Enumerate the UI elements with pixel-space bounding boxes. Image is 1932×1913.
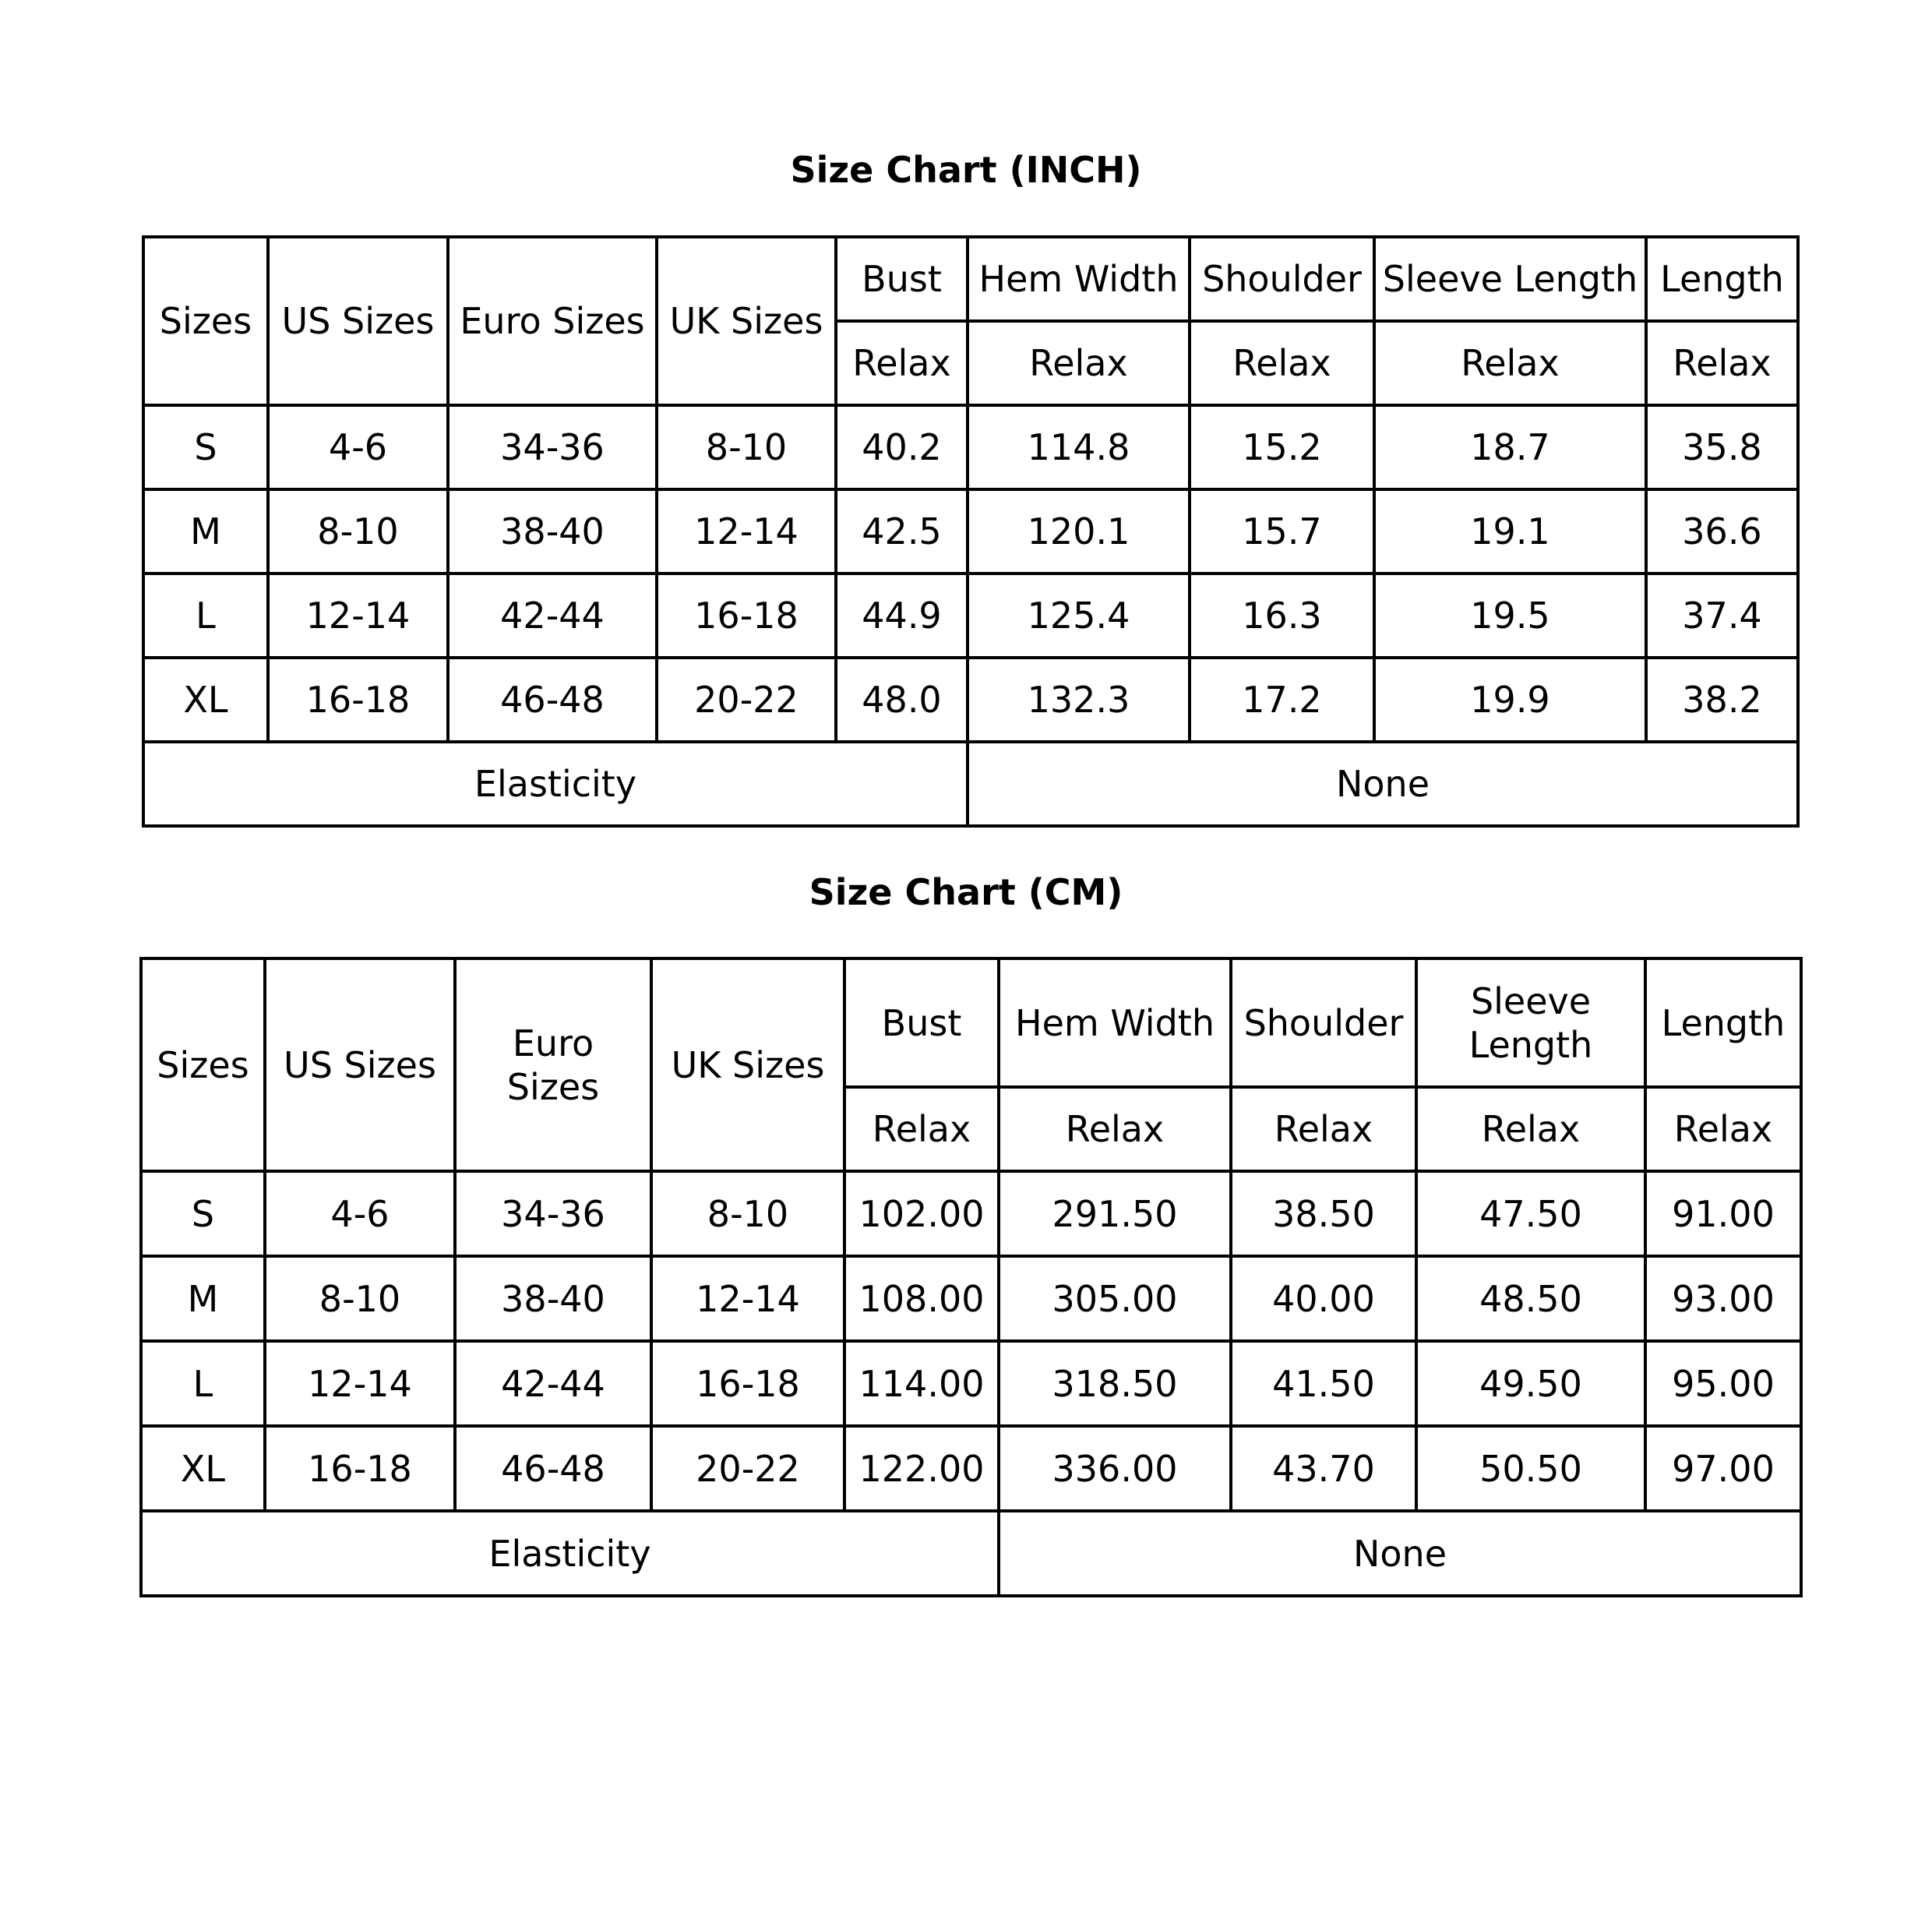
size-chart-inch-title: Size Chart (INCH) (790, 149, 1142, 191)
table-cell: 12-14 (268, 574, 448, 658)
table-cell: 108.00 (844, 1256, 999, 1341)
subheader-relax: Relax (844, 1087, 999, 1171)
table-cell: L (141, 1341, 265, 1426)
table-cell: 34-36 (455, 1171, 651, 1256)
elasticity-label: Elasticity (143, 742, 968, 826)
table-cell: 318.50 (999, 1341, 1231, 1426)
table-cell: 35.8 (1646, 405, 1798, 489)
table-cell: 8-10 (265, 1256, 455, 1341)
table-cell: 50.50 (1416, 1426, 1645, 1511)
table-cell: 46-48 (448, 658, 657, 742)
table-cell: 114.00 (844, 1341, 999, 1426)
size-chart-cm-table (139, 957, 1803, 1597)
table-cell: 305.00 (999, 1256, 1231, 1341)
subheader-relax: Relax (1374, 321, 1646, 405)
table-cell: 46-48 (455, 1426, 651, 1511)
table-cell: 17.2 (1190, 658, 1374, 742)
table-cell: 93.00 (1645, 1256, 1801, 1341)
subheader-relax: Relax (836, 321, 968, 405)
table-row (143, 405, 1798, 489)
table-row (141, 1171, 1801, 1256)
table-header-row (143, 237, 1798, 321)
table-cell: 15.2 (1190, 405, 1374, 489)
subheader-relax: Relax (968, 321, 1190, 405)
table-cell: 38-40 (455, 1256, 651, 1341)
table-cell: 40.00 (1231, 1256, 1416, 1341)
table-cell: 19.5 (1374, 574, 1646, 658)
header-sleeve-length: Sleeve Length (1374, 237, 1646, 321)
header-sizes: Sizes (143, 237, 268, 405)
table-cell: 15.7 (1190, 489, 1374, 574)
table-cell: 42.5 (836, 489, 968, 574)
table-cell: 12-14 (651, 1256, 844, 1341)
table-cell: 12-14 (265, 1341, 455, 1426)
table-cell: 40.2 (836, 405, 968, 489)
size-chart-cm-title: Size Chart (CM) (809, 871, 1123, 913)
header-length: Length (1646, 237, 1798, 321)
subheader-relax: Relax (1416, 1087, 1645, 1171)
header-hem-width: Hem Width (968, 237, 1190, 321)
header-sleeve-length-line1: Sleeve (1470, 979, 1592, 1022)
table-cell: 16-18 (657, 574, 836, 658)
header-sleeve-length (1416, 958, 1645, 1087)
header-us-sizes: US Sizes (268, 237, 448, 405)
table-cell: 48.50 (1416, 1256, 1645, 1341)
table-cell: 102.00 (844, 1171, 999, 1256)
table-cell: S (143, 405, 268, 489)
header-bust: Bust (836, 237, 968, 321)
table-cell: M (143, 489, 268, 574)
header-shoulder: Shoulder (1190, 237, 1374, 321)
table-cell: 4-6 (268, 405, 448, 489)
table-footer-row (141, 1511, 1801, 1596)
table-cell: 41.50 (1231, 1341, 1416, 1426)
table-cell: 120.1 (968, 489, 1190, 574)
table-cell: XL (143, 658, 268, 742)
table-cell: 42-44 (455, 1341, 651, 1426)
header-uk-sizes: UK Sizes (657, 237, 836, 405)
header-bust: Bust (844, 958, 999, 1087)
table-row (141, 1341, 1801, 1426)
header-shoulder: Shoulder (1231, 958, 1416, 1087)
header-us-sizes: US Sizes (265, 958, 455, 1171)
table-row (141, 1256, 1801, 1341)
table-cell: 132.3 (968, 658, 1190, 742)
header-length: Length (1645, 958, 1801, 1087)
table-cell: 47.50 (1416, 1171, 1645, 1256)
subheader-relax: Relax (999, 1087, 1231, 1171)
size-chart-inch-table (142, 235, 1800, 828)
table-row (143, 574, 1798, 658)
header-euro-sizes: Euro Sizes (448, 237, 657, 405)
table-cell: 38.50 (1231, 1171, 1416, 1256)
table-cell: 12-14 (657, 489, 836, 574)
table-cell: 91.00 (1645, 1171, 1801, 1256)
table-cell: 34-36 (448, 405, 657, 489)
table-cell: M (141, 1256, 265, 1341)
table-cell: 44.9 (836, 574, 968, 658)
table-cell: 37.4 (1646, 574, 1798, 658)
table-cell: 49.50 (1416, 1341, 1645, 1426)
header-sizes: Sizes (141, 958, 265, 1171)
table-footer-row (143, 742, 1798, 826)
table-cell: 8-10 (651, 1171, 844, 1256)
header-euro-sizes-line1: Euro (512, 1022, 594, 1064)
header-hem-width: Hem Width (999, 958, 1231, 1087)
table-cell: 291.50 (999, 1171, 1231, 1256)
table-cell: 19.1 (1374, 489, 1646, 574)
table-cell: 38-40 (448, 489, 657, 574)
table-cell: 36.6 (1646, 489, 1798, 574)
header-uk-sizes: UK Sizes (651, 958, 844, 1171)
header-euro-sizes-line2: Sizes (506, 1065, 600, 1108)
table-row (143, 658, 1798, 742)
table-cell: S (141, 1171, 265, 1256)
subheader-relax: Relax (1645, 1087, 1801, 1171)
table-cell: 48.0 (836, 658, 968, 742)
table-cell: 122.00 (844, 1426, 999, 1511)
table-cell: 125.4 (968, 574, 1190, 658)
table-cell: 16-18 (651, 1341, 844, 1426)
elasticity-label: Elasticity (141, 1511, 999, 1596)
table-cell: 19.9 (1374, 658, 1646, 742)
table-cell: 20-22 (651, 1426, 844, 1511)
subheader-relax: Relax (1231, 1087, 1416, 1171)
table-cell: 20-22 (657, 658, 836, 742)
header-sleeve-length-line2: Length (1468, 1023, 1593, 1066)
table-cell: 38.2 (1646, 658, 1798, 742)
elasticity-value: None (999, 1511, 1801, 1596)
table-cell: 42-44 (448, 574, 657, 658)
table-cell: 16.3 (1190, 574, 1374, 658)
subheader-relax: Relax (1190, 321, 1374, 405)
table-row (141, 1426, 1801, 1511)
table-cell: 16-18 (268, 658, 448, 742)
table-cell: 16-18 (265, 1426, 455, 1511)
table-row (143, 489, 1798, 574)
elasticity-value: None (968, 742, 1798, 826)
table-cell: 43.70 (1231, 1426, 1416, 1511)
table-cell: 114.8 (968, 405, 1190, 489)
table-cell: L (143, 574, 268, 658)
table-header-row (141, 958, 1801, 1087)
table-cell: 4-6 (265, 1171, 455, 1256)
table-cell: 8-10 (268, 489, 448, 574)
table-cell: 95.00 (1645, 1341, 1801, 1426)
subheader-relax: Relax (1646, 321, 1798, 405)
table-cell: 18.7 (1374, 405, 1646, 489)
header-euro-sizes (455, 958, 651, 1171)
table-cell: XL (141, 1426, 265, 1511)
table-cell: 97.00 (1645, 1426, 1801, 1511)
table-cell: 336.00 (999, 1426, 1231, 1511)
table-cell: 8-10 (657, 405, 836, 489)
